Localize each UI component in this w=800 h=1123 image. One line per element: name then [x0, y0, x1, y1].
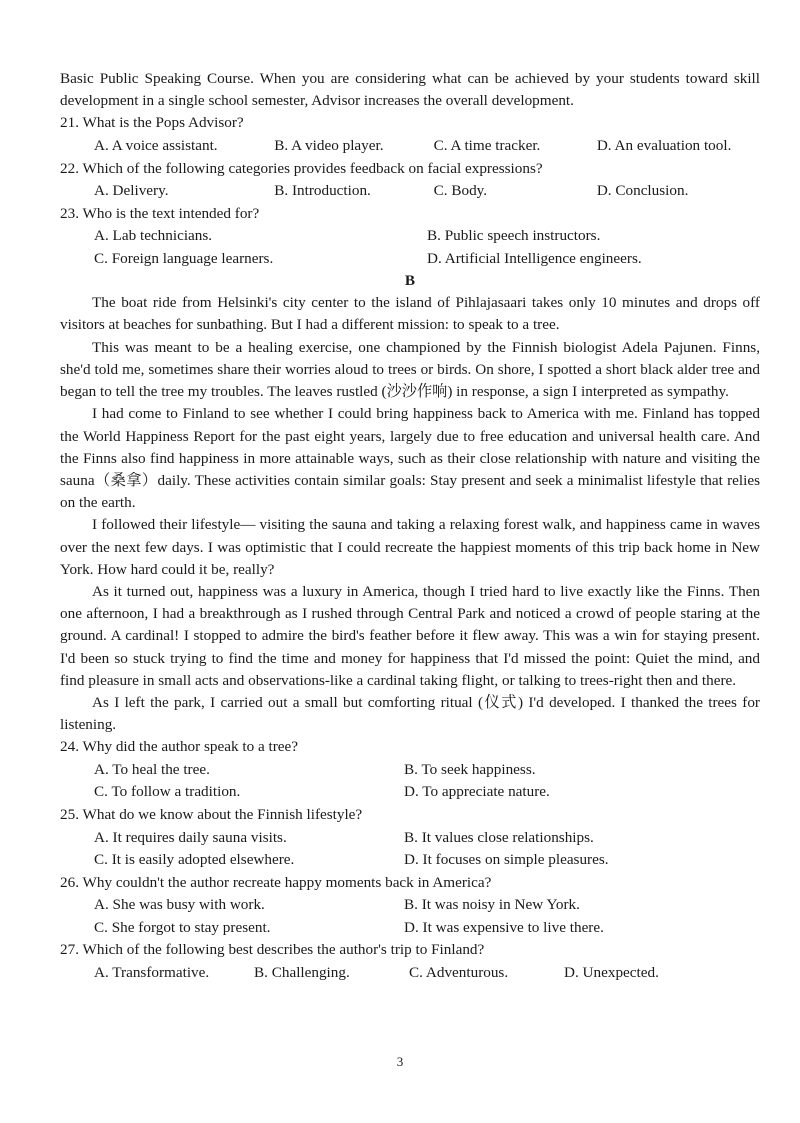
- passage-paragraph: I followed their lifestyle— visiting the sauna and taking a relaxing forest walk, and happiness came in waves over the next few days. I was optimistic that I could recreate the happiest moments of this trip back home in New York. How hard could it be, really?: [60, 516, 760, 578]
- section-title-b: B: [404, 272, 416, 290]
- option-c: C. It is easily adopted elsewhere.: [94, 851, 295, 869]
- option-c: C. She forgot to stay present.: [94, 918, 271, 936]
- question-27: [60, 939, 760, 984]
- option-a: A. She was busy with work.: [94, 896, 265, 914]
- option-a: A. It requires daily sauna visits.: [94, 828, 287, 846]
- option-c: C. To follow a tradition.: [94, 783, 241, 801]
- passage-b: [60, 292, 760, 736]
- question-25: [60, 804, 760, 872]
- question-stem: What is the Pops Advisor?: [82, 114, 244, 132]
- option-a: A. To heal the tree.: [94, 760, 210, 778]
- question-number: 23.: [60, 204, 79, 222]
- option-c: C. Adventurous.: [409, 963, 509, 981]
- question-number: 26.: [60, 873, 79, 891]
- options: [60, 962, 760, 985]
- question-number: 24.: [60, 738, 79, 756]
- option-c: C. A time tracker.: [433, 136, 541, 154]
- page-number: 3: [396, 1054, 404, 1069]
- option-d: D. An evaluation tool.: [596, 136, 732, 154]
- options-row-1: [60, 827, 760, 850]
- question-stem: Why couldn't the author recreate happy moments back in America?: [82, 873, 492, 891]
- option-d: D. It was expensive to live there.: [404, 918, 604, 936]
- options-row-2: [60, 781, 760, 804]
- option-d: D. To appreciate nature.: [404, 783, 550, 801]
- question-stem: Why did the author speak to a tree?: [82, 738, 299, 756]
- exam-page: [60, 68, 760, 985]
- options-row-2: [60, 849, 760, 872]
- question-number: 21.: [60, 114, 79, 132]
- option-b: B. A video player.: [274, 136, 384, 154]
- passage-paragraph: As I left the park, I carried out a small but comforting ritual (仪式) I'd developed. I thanked the trees for listening.: [60, 693, 760, 734]
- question-26: [60, 872, 760, 940]
- options: [60, 180, 760, 203]
- question-stem: Who is the text intended for?: [82, 204, 260, 222]
- options: [60, 135, 760, 158]
- options-row-1: [60, 894, 760, 917]
- options-row-1: [60, 759, 760, 782]
- option-a: A. A voice assistant.: [94, 136, 218, 154]
- options-row-2: [60, 248, 760, 271]
- option-b: B. Public speech instructors.: [427, 227, 601, 245]
- passage-paragraph: The boat ride from Helsinki's city center to the island of Pihlajasaari takes only 10 minutes and drops off visitors at beaches for sunbathing. But I had a different mission: to speak to a tree.: [60, 294, 760, 334]
- question-stem: Which of the following categories provides feedback on facial expressions?: [82, 159, 543, 177]
- option-a: A. Lab technicians.: [94, 227, 213, 245]
- option-d: D. Conclusion.: [596, 182, 689, 199]
- option-d: D. Artificial Intelligence engineers.: [427, 249, 642, 267]
- passage-a-continuation: Basic Public Speaking Course. When you are considering what can be achieved by your students toward skill development in a single school semester, Advisor increases the overall development.: [60, 70, 760, 110]
- question-number: 22.: [60, 159, 79, 177]
- option-c: C. Body.: [433, 182, 488, 199]
- question-24: [60, 736, 760, 804]
- question-number: 27.: [60, 941, 79, 959]
- option-a: A. Transformative.: [94, 963, 210, 981]
- option-b: B. It values close relationships.: [404, 828, 594, 846]
- question-23: [60, 203, 760, 271]
- option-b: B. It was noisy in New York.: [404, 896, 580, 914]
- option-b: B. Challenging.: [254, 963, 350, 981]
- question-stem: Which of the following best describes the author's trip to Finland?: [82, 941, 485, 959]
- option-b: B. Introduction.: [274, 182, 371, 199]
- options-row-2: [60, 917, 760, 940]
- passage-paragraph: I had come to Finland to see whether I could bring happiness back to America with me. Finland has topped the World Happiness Report for the past eight years, largely due to free education and universal health care. And the Finns also find happiness in more attainable ways, such as their close relationship with nature and visiting the sauna（桑拿）daily. These activities contain similar goals: Stay present and seek a minimalist lifestyle that relies on the earth.: [60, 405, 760, 512]
- option-d: D. It focuses on simple pleasures.: [404, 851, 609, 869]
- passage-paragraph: As it turned out, happiness was a luxury in America, though I tried hard to live exactly like the Finns. Then one afternoon, I had a breakthrough as I rushed through Central Park and noticed a crowd of people staring at the ground. A cardinal! I stopped to admire the bird's feather before it flew away. This was a win for staying present. I'd been so stuck trying to find the time and money for happiness that I'd missed the point: Quiet the mind, and find pleasure in small acts and observations-like a cardinal taking flight, or talking to trees-right then and there.: [60, 582, 760, 689]
- option-a: A. Delivery.: [94, 182, 169, 199]
- options-row-1: [60, 225, 760, 248]
- question-22: [60, 158, 760, 203]
- question-stem: What do we know about the Finnish lifestyle?: [82, 806, 363, 824]
- question-21: [60, 112, 760, 157]
- question-number: 25.: [60, 806, 79, 824]
- option-b: B. To seek happiness.: [404, 760, 536, 778]
- option-c: C. Foreign language learners.: [94, 249, 274, 267]
- passage-paragraph: This was meant to be a healing exercise, one championed by the Finnish biologist Adela Pajunen. Finns, she'd told me, sometimes share their worries aloud to trees or birds. On shore, I spotted a short black alder tree and began to tell the tree my troubles. The leaves rustled (沙沙作响) in response, a sign I interpreted as sympathy.: [60, 338, 760, 401]
- option-d: D. Unexpected.: [564, 963, 659, 981]
